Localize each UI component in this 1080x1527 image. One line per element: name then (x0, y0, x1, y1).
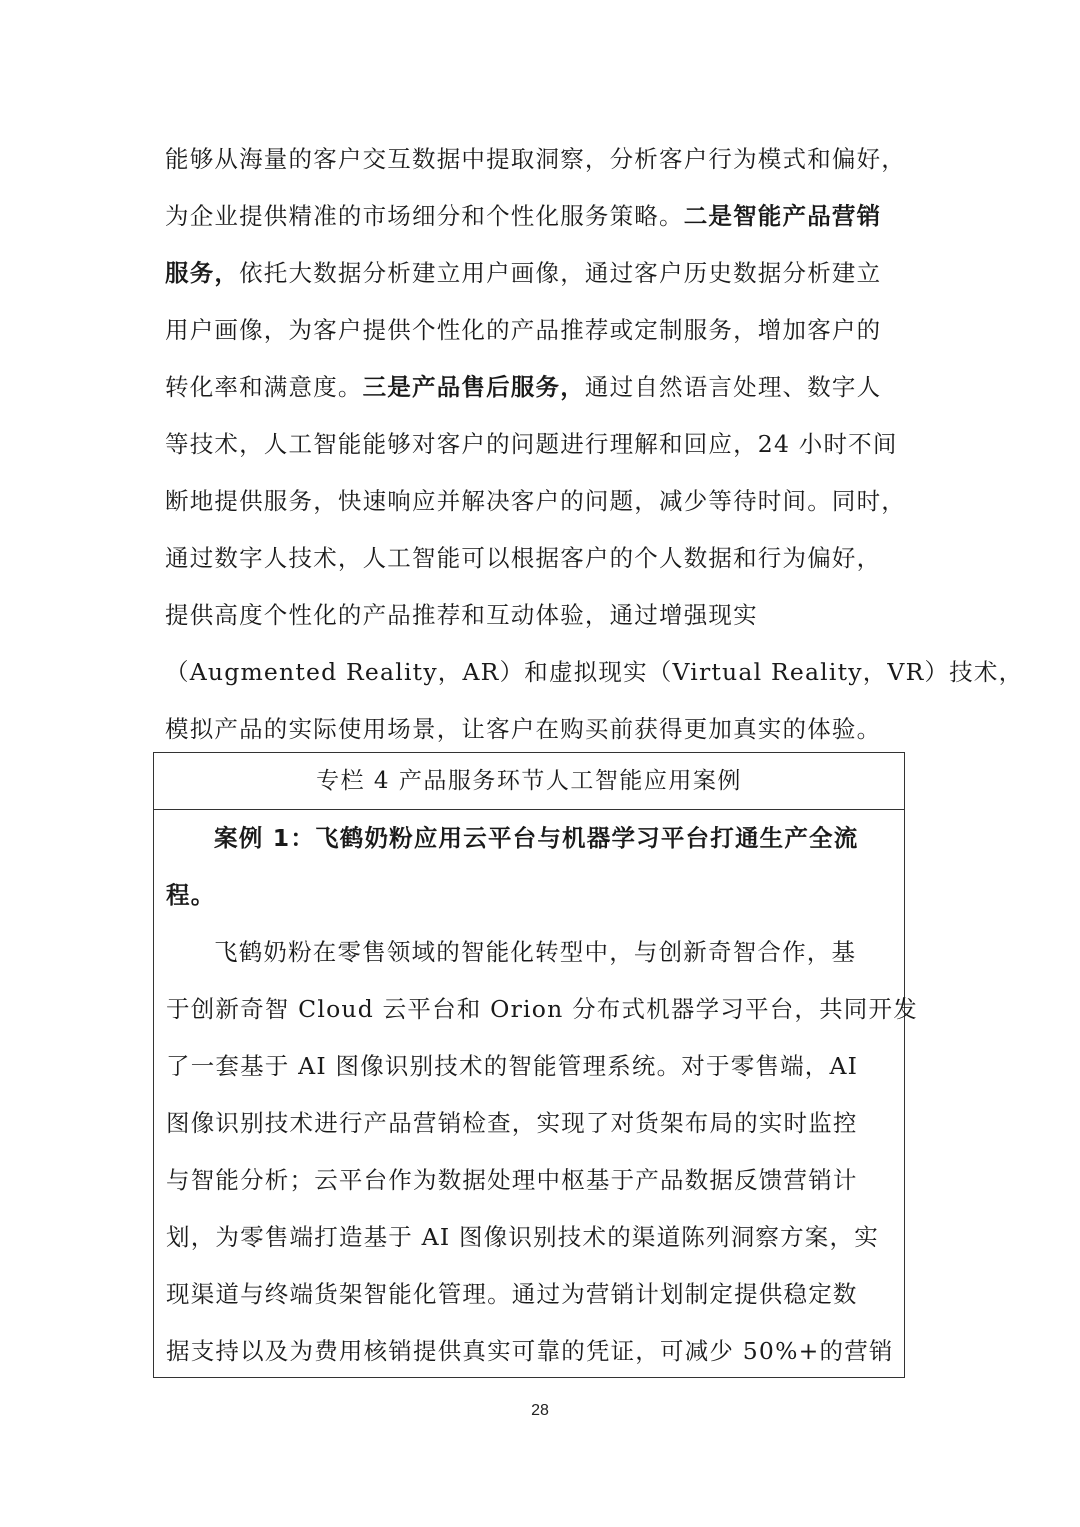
case-text-line: 于创新奇智 Cloud 云平台和 Orion 分布式机器学习平台，共同开发 (166, 995, 918, 1023)
case-title: 飞鹤奶粉应用云平台与机器学习平台打通生产全流 (315, 824, 859, 852)
box-body (154, 810, 918, 1380)
case-text-line: 划，为零售端打造基于 AI 图像识别技术的渠道陈列洞察方案，实 (166, 1223, 879, 1251)
case-text-line: 飞鹤奶粉在零售领域的智能化转型中，与创新奇智合作，基 (214, 938, 857, 966)
text-line: 断地提供服务，快速响应并解决客户的问题，减少等待时间。同时， (165, 487, 906, 515)
case-text-line: 图像识别技术进行产品营销检查，实现了对货架布局的实时监控 (166, 1109, 858, 1137)
case-text-line: 据支持以及为费用核销提供真实可靠的凭证，可减少 50%+的营销 (166, 1337, 894, 1365)
case-title: 程。 (166, 881, 216, 909)
text-line: 提供高度个性化的产品推荐和互动体验，通过增强现实 (165, 601, 758, 629)
box-header: 专栏 4 产品服务环节人工智能应用案例 (154, 753, 904, 810)
body-paragraph (165, 131, 1024, 758)
bold-heading: 服务， (165, 259, 240, 287)
case-study-box (153, 752, 918, 1378)
text-line: 为企业提供精准的市场细分和个性化服务策略。二是智能产品营销 (165, 202, 882, 230)
text-line: 服务，依托大数据分析建立用户画像，通过客户历史数据分析建立 (165, 259, 882, 287)
text-line: 用户画像，为客户提供个性化的产品推荐或定制服务，增加客户的 (165, 316, 882, 344)
bold-heading: 二是智能产品营销 (683, 202, 882, 230)
page-number: 28 (531, 1402, 549, 1419)
case-text-line: 了一套基于 AI 图像识别技术的智能管理系统。对于零售端，AI (166, 1052, 859, 1080)
text-line: 模拟产品的实际使用场景，让客户在购买前获得更加真实的体验。 (165, 715, 882, 743)
text-line: 转化率和满意度。三是产品售后服务，通过自然语言处理、数字人 (165, 373, 882, 401)
case-label: 案例 1： (214, 824, 316, 852)
text-line: 通过数字人技术，人工智能可以根据客户的个人数据和行为偏好， (165, 544, 882, 572)
case-title-line (166, 867, 894, 924)
case-title-line (166, 810, 894, 867)
case-text-line: 与智能分析；云平台作为数据处理中枢基于产品数据反馈营销计 (166, 1166, 858, 1194)
bold-heading: 三是产品售后服务， (362, 373, 585, 401)
case-text-line: 现渠道与终端货架智能化管理。通过为营销计划制定提供稳定数 (166, 1280, 858, 1308)
text-line: 能够从海量的客户交互数据中提取洞察，分析客户行为模式和偏好， (165, 145, 906, 173)
text-line: 等技术，人工智能能够对客户的问题进行理解和回应，24 小时不间 (165, 430, 898, 458)
text-line: （Augmented Reality，AR）和虚拟现实（Virtual Reality，VR）技术， (165, 658, 1024, 686)
